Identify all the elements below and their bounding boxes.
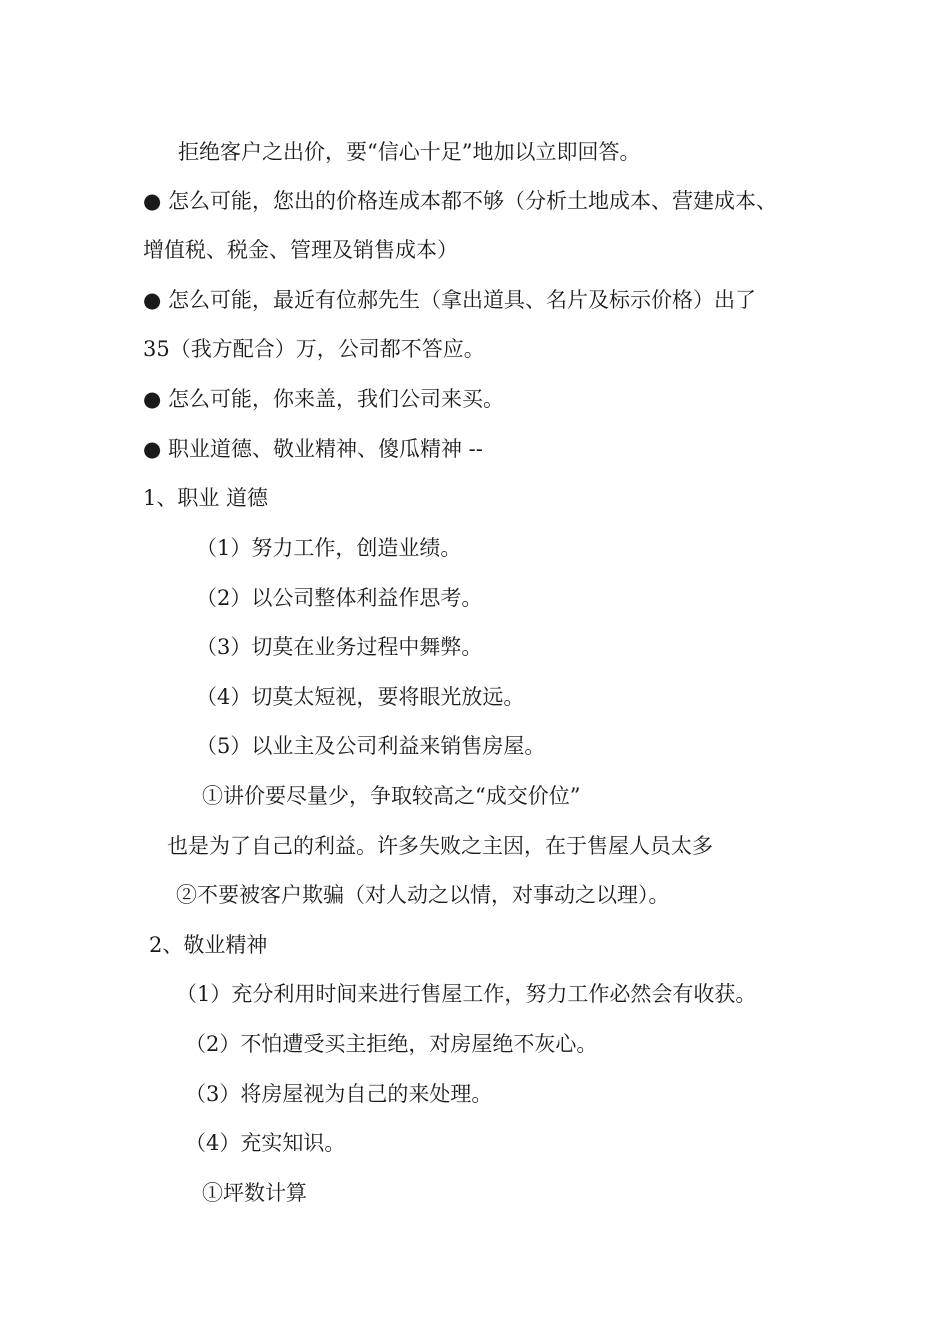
list-item: （5）以业主及公司利益来销售房屋。 — [196, 734, 546, 758]
sub-list-item: ①讲价要尽量少，争取较高之“成交价位” — [202, 784, 581, 808]
section-heading: 1、职业 道德 — [143, 486, 269, 510]
list-item: （1）努力工作，创造业绩。 — [196, 536, 462, 560]
sub-list-item: ①坪数计算 — [202, 1181, 307, 1205]
list-item: （4）充实知识。 — [185, 1131, 346, 1155]
paragraph-line: 增值税、税金、管理及销售成本） — [143, 238, 458, 262]
list-item: （3）将房屋视为自己的来处理。 — [185, 1082, 493, 1106]
bullet-item: ● 职业道德、敬业精神、傻瓜精神 -- — [143, 437, 483, 461]
bullet-item: ● 怎么可能，最近有位郝先生（拿出道具、名片及标示价格）出了 — [143, 288, 756, 312]
paragraph-line: 也是为了自己的利益。许多失败之主因，在于售屋人员太多 — [167, 834, 713, 858]
list-item: （1）充分利用时间来进行售屋工作，努力工作必然会有收获。 — [176, 982, 757, 1006]
list-item: （2）以公司整体利益作思考。 — [196, 586, 483, 610]
bullet-item: ● 怎么可能，您出的价格连成本都不够（分析土地成本、营建成本、 — [143, 189, 777, 213]
list-item: （3）切莫在业务过程中舞弊。 — [196, 635, 483, 659]
paragraph-line: 35（我方配合）万，公司都不答应。 — [143, 337, 485, 361]
list-item: （2）不怕遭受买主拒绝，对房屋绝不灰心。 — [185, 1032, 598, 1056]
bullet-item: ● 怎么可能，你来盖，我们公司来买。 — [143, 387, 504, 411]
list-item: （4）切莫太短视，要将眼光放远。 — [196, 685, 525, 709]
section-heading: 2、敬业精神 — [149, 933, 268, 957]
paragraph-line: 拒绝客户之出价，要“信心十足”地加以立即回答。 — [178, 140, 641, 164]
sub-list-item: ②不要被客户欺骗（对人动之以情，对事动之以理）。 — [176, 883, 670, 907]
